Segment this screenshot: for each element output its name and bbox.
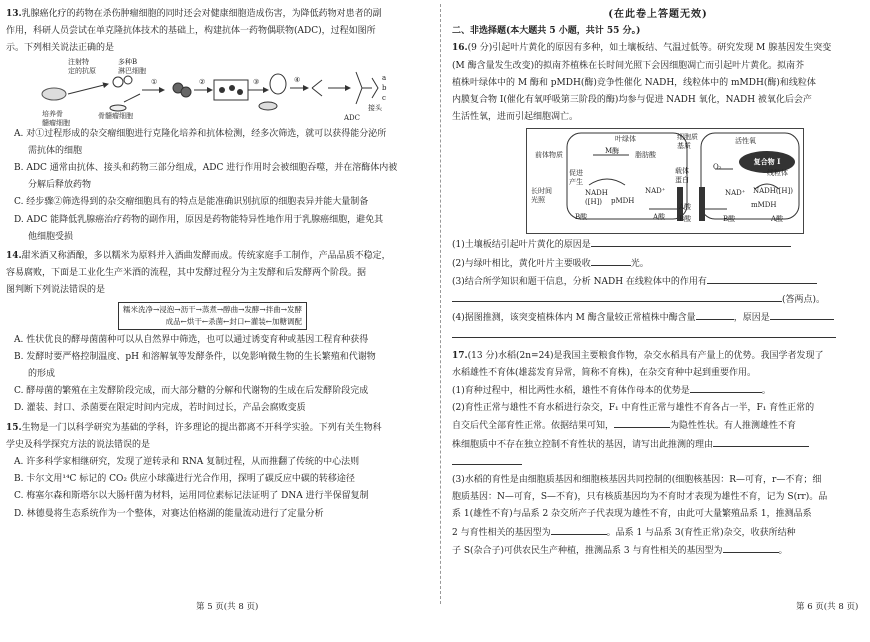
answer-blank[interactable] [770,309,834,320]
question-15 [6,420,432,523]
question-stem: 生物是一门以科学研究为基础的学科，许多理论的提出都离不开科学实验。下列有关生物科 [21,422,382,433]
rice-wine-flowchart [118,302,307,330]
subquestion-3-cont3: 2 与育性相关的基因型为 [452,527,551,538]
step-4-label: ④ [294,75,301,84]
subquestion-2: (2)育性正常与雄性不育水稻进行杂交，F₁ 中育性正常与雄性不育各占一半，F₁ 育性正常的 [452,403,815,414]
label-culture: 培养骨 髓瘤细胞 [42,109,70,127]
label-fatty-acid: 脂肪酸 [635,151,656,160]
option-b-cont: 的形成 [28,369,56,380]
question-stem: (M 酶含量发生改变)的拟南芥植株在长时间光照下会因细胞凋亡而引起叶片黄化。拟南芥 [452,60,805,71]
subquestion-2-cont3: 株细胞质中不存在独立控制不育性状的基因，请写出此推测的理由 [452,439,714,450]
option-a: A. 对①过程形成的杂交瘤细胞进行克隆化培养和抗体检测，经多次筛选，就可以获得能分泌所 [14,128,387,139]
label-chloroplast: 叶绿体 [615,135,636,144]
option-b-cont: 分解后释放药物 [28,180,92,191]
label-a-acid-2: A酸 [679,203,692,212]
subquestion-2-cont: 自交后代全部育性正常。依据结果可知， [452,421,615,432]
label-promote: 促进 产生 [569,169,583,187]
label-pmdh: pMDH [611,197,635,206]
subquestion-2-cont2: 为隐性性状。有人推测雄性不育 [670,421,797,432]
option-d: D. ADC 能降低乳腺癌治疗药物的副作用，原因是药物能特异性地作用于乳腺癌细胞，避免其 [14,214,384,225]
subquestion-1: (1)育种过程中，相比两性水稻，雄性不育体作母本的优势是 [452,386,690,397]
label-c: c [382,93,386,102]
subquestion-4: (4)据图推测，该突变植株体内 M 酶含量较正常植株中酶含量 [452,313,696,324]
question-stem: 植株叶绿体中的 M 酶和 pMDH(酶)竞争性催化 NADH，线粒体中的 mMDH(酶)和线粒体 [452,77,816,88]
subquestion-3-end: (答两点)。 [782,295,826,306]
option-a-cont: 需抗体的细胞 [28,145,83,156]
subquestion-3: (3)水稻的育性是由细胞质基因和细胞核基因共同控制的(细胞核基因：R—可育，r—不育；细 [452,475,822,486]
page-footer-left: 第 5 页(共 8 页) [196,602,259,612]
option-c: C. 酵母菌的繁殖在主发酵阶段完成，而大部分糖的分解和代谢物的生成在后发酵阶段完成 [14,386,369,397]
step-3-label: ③ [253,77,260,86]
answer-blank[interactable] [690,382,762,393]
option-d: D. 林德曼将生态系统作为一个整体，对赛达伯格湖的能量流动进行了定量分析 [14,508,324,519]
label-m-enzyme: M酶 [605,147,620,156]
label-nadh: NADH ([H]) [585,189,608,207]
answer-blank[interactable] [591,255,631,266]
question-stem: 水稻雄性不育体(雄蕊发育异常，简称不育株)，在杂交育种中起到重要作用。 [452,367,757,378]
subquestion-3: (3)结合所学知识和题干信息，分析 NADH 在线粒体中的作用有 [452,276,707,287]
option-c: C. 经步骤②筛选得到的杂交瘤细胞具有的特点是能准确识别抗原的细胞表异并能大量制备 [14,197,369,208]
label-inject-antigen: 注射特 定的抗原 [68,57,96,75]
complex-i-node: 复合物 I [739,151,795,173]
option-d: D. 灌装、封口、杀菌要在限定时间内完成，若时间过长，产品会腐败变质 [14,403,306,414]
label-mmdh: mMDH [751,201,777,210]
question-stem: 学史及科学探究方法的说法错误的是 [6,439,151,450]
subquestion-3-cont: 胞质基因：N—可育，S—不育)，只有核质基因均为不育时才表现为雄性不育，记为 S(rr)。品 [452,492,828,503]
question-16 [452,40,864,345]
option-b: B. 卡尔文用¹⁴C 标记的 CO₂ 供应小球藻进行光合作用，探明了碳反应中碳的转移途径 [14,474,355,485]
label-ros: 活性氧 [735,137,756,146]
nadh-pathway-figure [526,128,804,234]
label-nad: NAD⁺ [645,187,666,196]
answer-blank[interactable] [452,327,836,338]
subquestion-3-end: 。 [778,545,788,556]
label-b-acid-3: B酸 [723,215,736,224]
option-c: C. 梅塞尔森和斯塔尔以大肠杆菌为材料，运用同位素标记法证明了 DNA 进行半保留复制 [14,491,369,502]
question-stem: 作用，科研人员尝试在单克隆抗体技术的基础上，构建抗体一药物偶联物(ADC)，过程如图所 [6,26,376,37]
option-a: A. 性状优良的酵母菌菌种可以从自然界中筛选，也可以通过诱变育种或基因工程育种获得 [14,334,369,345]
question-stem: 内膜复合物 I(催化有氧呼吸第三阶段的酶)均参与促进 NADH 氧化，NADH 被氧化后会产 [452,95,812,106]
question-number: 16. [452,43,468,54]
answer-blank[interactable] [707,273,817,284]
step-2-label: ② [199,77,206,86]
adc-process-figure [6,58,432,126]
label-adc: ADC [344,113,361,122]
label-b: b [382,83,387,92]
question-stem: (13 分)水稻(2n=24)是我国主要粮食作物，杂交水稻具有产量上的优势。我国学者发现了 [467,350,824,361]
page-5-column [6,6,432,525]
question-number: 17. [452,350,468,361]
label-b-cells: 多种B 淋巴细胞 [118,57,146,75]
subquestion-3-cont4: 。品系 1 与品系 3(育性正常)杂交，收获所结种 [606,527,796,538]
answer-blank[interactable] [591,236,791,247]
answer-invalid-notice: (在此卷上答题无效) [608,9,708,20]
question-stem: 甜米酒又称酒酿，多以糯米为原料并入酒曲发酵而成。传统家庭手工制作，产品品质不稳定， [21,251,391,262]
subquestion-3-cont5: 子 S(杂合子)可供农民生产种植，推测品系 3 与育性相关的基因型为 [452,545,723,556]
answer-blank[interactable] [696,309,734,320]
question-number: 13. [6,9,22,19]
page-footer-right: 第 6 页(共 8 页) [796,602,859,612]
label-precursor: 前体物质 [535,151,563,160]
option-a: A. 许多科学家相继研究，发现了逆转录和 RNA 复制过程，从而推翻了传统的中心法则 [14,457,360,468]
page-6-column [452,6,864,562]
label-linker: 接头 [368,103,382,112]
column-divider [440,4,441,604]
question-stem: 容易腐败，下面是工业化生产米酒的流程，其中发酵过程分为主发酵和后发酵两个阶段。据 [6,268,367,279]
section-title: 二、非选择题(本大题共 5 小题，共计 55 分。) [452,26,641,37]
question-14 [6,248,432,418]
label-long-light: 长时间 光照 [531,187,552,205]
step-1-label: ① [151,77,158,86]
label-a: a [382,73,387,82]
answer-blank[interactable] [614,417,670,428]
answer-blank[interactable] [551,524,607,535]
subquestion-2: (2)与绿叶相比，黄化叶片主要吸收 [452,258,591,269]
question-stem: 乳腺癌化疗的药物在杀伤肿瘤细胞的同时还会对健康细胞造成伤害，为降低药物对患者的副 [21,9,382,19]
label-carrier: 载体 蛋白 [675,167,689,185]
question-number: 14. [6,251,22,262]
label-nadh-2: NADH([H]) [753,187,793,196]
answer-blank[interactable] [723,542,779,553]
subquestion-1: (1)土壤板结引起叶片黄化的原因是 [452,240,591,251]
option-b: B. 发酵时要严格控制温度、pH 和溶解氧等发酵条件，以免影响微生物的生长繁殖和代谢物 [14,351,376,362]
question-17 [452,348,864,560]
flowchart-row-1: 糯米洗净→浸泡→沥干→蒸煮→醇曲→发酵→拌曲→发酵 [123,304,302,314]
answer-blank[interactable] [713,436,809,447]
option-b: B. ADC 通常由抗体、接头和药物三部分组成，ADC 进行作用时会被细胞吞噬，并在溶酶体内被 [14,163,398,174]
subquestion-1-end: 。 [761,386,771,397]
label-a-acid-3: A酸 [771,215,784,224]
label-a-acid: A酸 [653,213,666,222]
subquestion-3-cont2: 系 1(雄性不育)与品系 2 杂交所产子代表现为雄性不育，由此可大量繁殖品系 1，推测品系 [452,509,812,520]
question-stem: (9 分)引起叶片黄化的原因有多种，如土壤板结、气温过低等。研究发现 M 腺基因发生突变 [467,43,832,54]
option-d-cont: 他细胞受损 [28,231,74,242]
label-myeloma: 骨髓瘤细胞 [98,111,133,120]
label-b-acid-2: B酸 [679,215,692,224]
label-o2: O₂ [713,163,722,172]
answer-blank[interactable] [452,454,522,465]
question-stem: 示。下列相关说法正确的是 [6,43,115,54]
question-stem: 图判断下列说法错误的是 [6,285,106,296]
question-stem: 生活性氧，进而引起细胞凋亡。 [452,112,579,123]
subquestion-4-mid: ，原因是 [733,313,770,324]
question-13 [6,6,432,246]
label-b-acid: B酸 [575,213,588,222]
label-cytoplasm: 细胞质 基质 [677,133,698,151]
label-mitochondrion: 线粒体 [767,169,788,178]
answer-blank[interactable] [452,291,782,302]
label-nad-2: NAD⁺ [725,189,746,198]
question-number: 15. [6,422,22,433]
subquestion-2-end: 光。 [630,258,649,269]
flowchart-row-2: 成品←烘干←杀菌←封口←灌装←加糖调配 [165,316,302,326]
